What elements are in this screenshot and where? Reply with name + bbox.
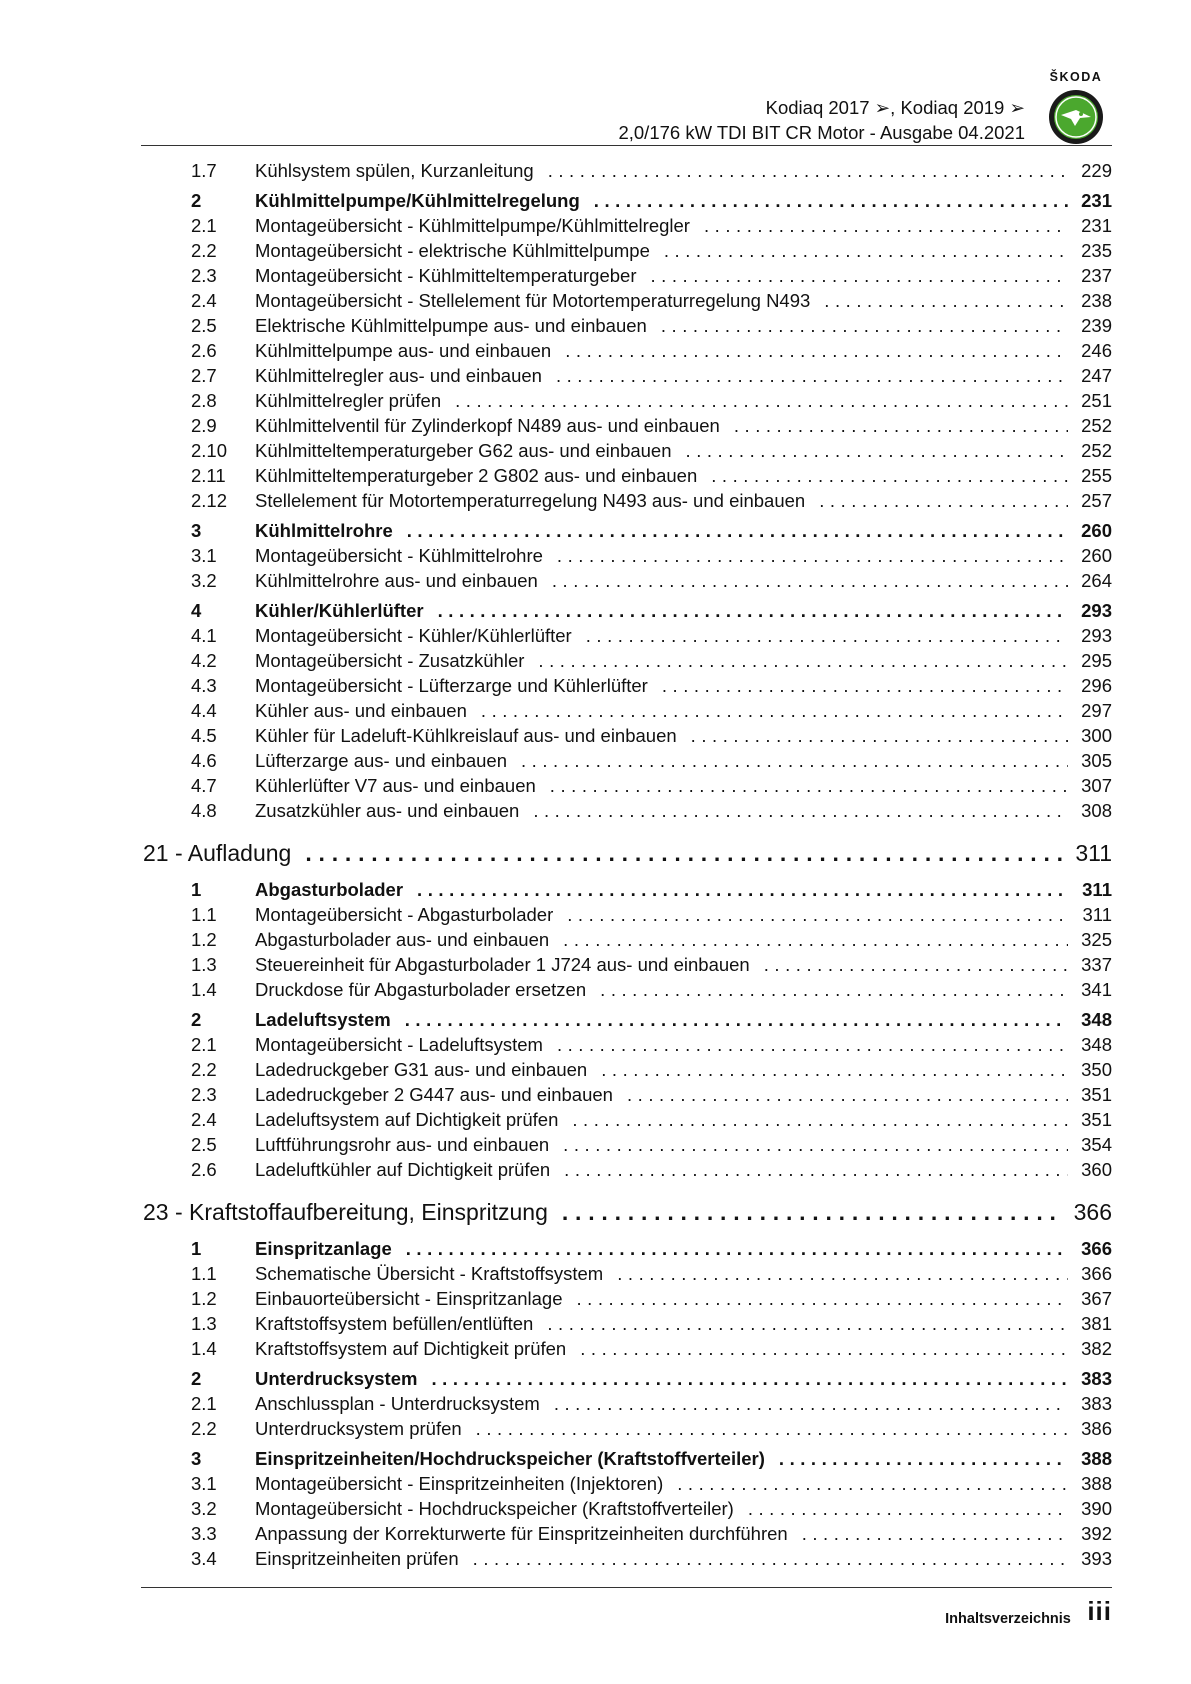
toc-dot-leader: [779, 1448, 1068, 1470]
toc-page-number[interactable]: 296: [1081, 675, 1112, 696]
toc-page-number[interactable]: 252: [1081, 440, 1112, 461]
toc-entry-number: 2.4: [191, 1109, 217, 1130]
toc-dot-leader: [563, 1134, 1068, 1156]
toc-entry-title[interactable]: Montageübersicht - Abgasturbolader: [255, 904, 554, 925]
toc-entry-number: 1: [191, 1238, 202, 1259]
toc-dot-leader: [567, 904, 1068, 926]
toc-entry-number: 2.10: [191, 440, 228, 461]
toc-entry-number: 1: [191, 879, 202, 900]
header-rule: [141, 145, 1112, 146]
toc-page-number[interactable]: 300: [1081, 725, 1112, 746]
toc-page-number[interactable]: 383: [1081, 1368, 1112, 1389]
toc-entry-title[interactable]: Ladedruckgeber 2 G447 aus- und einbauen: [255, 1084, 613, 1105]
toc-entry-title[interactable]: Unterdrucksystem prüfen: [255, 1418, 462, 1439]
toc-page-number[interactable]: 231: [1081, 190, 1112, 211]
toc-dot-leader: [734, 415, 1068, 437]
toc-entry-row[interactable]: [141, 1288, 1112, 1313]
toc-page-number[interactable]: 239: [1081, 315, 1112, 336]
toc-entry-number: 3.4: [191, 1548, 217, 1569]
page-header: [0, 0, 1191, 146]
toc-entry-row[interactable]: [141, 440, 1112, 465]
toc-page-number[interactable]: 350: [1081, 1059, 1112, 1080]
toc-page-number[interactable]: 229: [1081, 160, 1112, 181]
toc-entry-number: 2.1: [191, 1393, 217, 1414]
toc-entry-number: 3.3: [191, 1523, 217, 1544]
toc-entry-number: 3: [191, 520, 202, 541]
toc-dot-leader: [565, 340, 1068, 362]
toc-page-number[interactable]: 293: [1081, 625, 1112, 646]
toc-entry-number: 2.9: [191, 415, 217, 436]
toc-entry-number: 4: [191, 600, 202, 621]
toc-entry-row[interactable]: [141, 675, 1112, 700]
toc-page-number[interactable]: 260: [1081, 545, 1112, 566]
toc-entry-number: 3.2: [191, 1498, 217, 1519]
header-model-line: Kodiaq 2017 ➢, Kodiaq 2019 ➢: [765, 97, 1025, 118]
toc-entry-row[interactable]: [141, 215, 1112, 240]
toc-entry-title[interactable]: Elektrische Kühlmittelpumpe aus- und einbauen: [255, 315, 647, 336]
toc-entry-row[interactable]: [141, 904, 1112, 929]
toc-dot-leader: [627, 1084, 1068, 1106]
toc-entry-row[interactable]: [141, 1498, 1112, 1523]
toc-entry-number: 3.1: [191, 545, 217, 566]
toc-entry-row[interactable]: [141, 545, 1112, 570]
toc-dot-leader: [819, 490, 1068, 512]
toc-page-number[interactable]: 325: [1081, 929, 1112, 950]
toc-entry-title[interactable]: Montageübersicht - Stellelement für Motortemperaturregelung N493: [255, 290, 811, 311]
brand-logo: [1040, 70, 1112, 146]
toc-entry-row[interactable]: [141, 365, 1112, 390]
toc-dot-leader: [677, 1473, 1068, 1495]
toc-dot-leader: [711, 465, 1068, 487]
toc-page-number[interactable]: 264: [1081, 570, 1112, 591]
toc-entry-number: 1.7: [191, 160, 217, 181]
toc-entry-title[interactable]: Anpassung der Korrekturwerte für Einspritzeinheiten durchführen: [255, 1523, 788, 1544]
toc-page-number[interactable]: 238: [1081, 290, 1112, 311]
toc-entry-number: 2.5: [191, 1134, 217, 1155]
brand-wordmark: ŠKODA: [1049, 70, 1103, 84]
toc-entry-title[interactable]: Einbauorteübersicht - Einspritzanlage: [255, 1288, 563, 1309]
toc-entry-number: 2.1: [191, 215, 217, 236]
toc-page-number[interactable]: 393: [1081, 1548, 1112, 1569]
toc-entry-row[interactable]: [141, 1134, 1112, 1159]
toc-page-number[interactable]: 246: [1081, 340, 1112, 361]
toc-chapter-row[interactable]: [141, 1199, 1112, 1233]
toc-entry-title[interactable]: Kühlmittelpumpe/Kühlmittelregelung: [255, 190, 580, 211]
toc-dot-leader: [556, 365, 1068, 387]
toc-dot-leader: [824, 290, 1068, 312]
toc-entry-number: 4.1: [191, 625, 217, 646]
toc-dot-leader: [664, 240, 1068, 262]
toc-entry-number: 2.2: [191, 1059, 217, 1080]
toc-entry-title[interactable]: Kühlsystem spülen, Kurzanleitung: [255, 160, 534, 181]
toc-page-number[interactable]: 351: [1081, 1109, 1112, 1130]
toc-dot-leader: [547, 1313, 1068, 1335]
toc-dot-leader: [564, 1159, 1068, 1181]
toc-entry-row[interactable]: [141, 625, 1112, 650]
toc-entry-title[interactable]: Montageübersicht - Lüfterzarge und Kühlerlüfter: [255, 675, 648, 696]
toc-dot-leader: [550, 775, 1068, 797]
toc-entry-title[interactable]: 23 - Kraftstoffaufbereitung, Einspritzung: [143, 1199, 548, 1225]
toc-entry-row[interactable]: [141, 340, 1112, 365]
toc-entry-number: 2.6: [191, 340, 217, 361]
toc-entry-row[interactable]: [141, 1084, 1112, 1109]
toc-entry-title[interactable]: Kühler/Kühlerlüfter: [255, 600, 424, 621]
toc-page-number[interactable]: 392: [1081, 1523, 1112, 1544]
toc-dot-leader: [521, 750, 1068, 772]
toc-page-number[interactable]: 348: [1081, 1034, 1112, 1055]
toc-chapter-row[interactable]: [141, 840, 1112, 874]
toc-section-row[interactable]: [141, 1238, 1112, 1263]
toc-page-number[interactable]: 257: [1081, 490, 1112, 511]
toc-entry-row[interactable]: [141, 1313, 1112, 1338]
toc-entry-number: 2.5: [191, 315, 217, 336]
toc-entry-title[interactable]: Abgasturbolader aus- und einbauen: [255, 929, 550, 950]
toc-entry-number: 1.4: [191, 1338, 217, 1359]
toc-entry-number: 2.2: [191, 1418, 217, 1439]
toc-entry-row[interactable]: [141, 465, 1112, 490]
toc-entry-title[interactable]: Kraftstoffsystem befüllen/entlüften: [255, 1313, 534, 1334]
toc-entry-title[interactable]: Montageübersicht - Kühlmittelrohre: [255, 545, 543, 566]
toc-entry-number: 2: [191, 1368, 202, 1389]
toc-entry-row[interactable]: [141, 1548, 1112, 1573]
toc-entry-title[interactable]: Kühler für Ladeluft-Kühlkreislauf aus- und einbauen: [255, 725, 677, 746]
toc-entry-row[interactable]: [141, 240, 1112, 265]
toc-dot-leader: [617, 1263, 1068, 1285]
toc-dot-leader: [594, 190, 1068, 212]
footer-rule: [141, 1587, 1112, 1588]
toc-entry-row[interactable]: [141, 954, 1112, 979]
toc-page-number[interactable]: 307: [1081, 775, 1112, 796]
toc-entry-number: 1.2: [191, 929, 217, 950]
toc-page-number[interactable]: 360: [1081, 1159, 1112, 1180]
toc-entry-title[interactable]: Schematische Übersicht - Kraftstoffsystem: [255, 1263, 604, 1284]
toc-dot-leader: [552, 570, 1068, 592]
toc-entry-number: 4.5: [191, 725, 217, 746]
toc-dot-leader: [557, 545, 1068, 567]
toc-section-row[interactable]: [141, 879, 1112, 904]
toc-dot-leader: [576, 1288, 1068, 1310]
toc-entry-title[interactable]: Montageübersicht - Kühler/Kühlerlüfter: [255, 625, 572, 646]
toc-page-number[interactable]: 311: [1082, 879, 1112, 900]
toc-entry-title[interactable]: Kühlmittelrohre aus- und einbauen: [255, 570, 538, 591]
toc-entry-title[interactable]: Kraftstoffsystem auf Dichtigkeit prüfen: [255, 1338, 567, 1359]
toc-page-number[interactable]: 382: [1081, 1338, 1112, 1359]
toc-dot-leader: [601, 1059, 1068, 1081]
toc-entry-row[interactable]: [141, 725, 1112, 750]
toc-dot-leader: [563, 929, 1068, 951]
toc-section-row[interactable]: [141, 1368, 1112, 1393]
toc-entry-title[interactable]: Einspritzanlage: [255, 1238, 392, 1259]
toc-section-row[interactable]: [141, 1448, 1112, 1473]
toc-entry-title[interactable]: Ladedruckgeber G31 aus- und einbauen: [255, 1059, 588, 1080]
toc-entry-number: 2.8: [191, 390, 217, 411]
toc-section-row[interactable]: [141, 1009, 1112, 1034]
toc-entry-row[interactable]: [141, 979, 1112, 1004]
toc-page-number[interactable]: 297: [1081, 700, 1112, 721]
toc-entry-title[interactable]: Kühlmittelrohre: [255, 520, 393, 541]
toc-entry-row[interactable]: [141, 650, 1112, 675]
toc-dot-leader: [455, 390, 1068, 412]
toc-entry-number: 2: [191, 1009, 202, 1030]
toc-entry-row[interactable]: [141, 1059, 1112, 1084]
header-engine-line: 2,0/176 kW TDI BIT CR Motor - Ausgabe 04.2021: [618, 122, 1025, 143]
toc-dot-leader: [748, 1498, 1068, 1520]
toc-entry-row[interactable]: [141, 1473, 1112, 1498]
toc-dot-leader: [764, 954, 1068, 976]
toc-dot-leader: [691, 725, 1068, 747]
toc-dot-leader: [557, 1034, 1068, 1056]
toc-entry-number: 2: [191, 190, 202, 211]
toc-entry-title[interactable]: Kühlmittelpumpe aus- und einbauen: [255, 340, 552, 361]
toc-entry-number: 2.3: [191, 1084, 217, 1105]
toc-entry-row[interactable]: [141, 700, 1112, 725]
toc-page-number[interactable]: 348: [1081, 1009, 1112, 1030]
toc-entry-title[interactable]: Ladeluftsystem auf Dichtigkeit prüfen: [255, 1109, 559, 1130]
toc-page-number[interactable]: 260: [1081, 520, 1112, 541]
toc-entry-title[interactable]: Zusatzkühler aus- und einbauen: [255, 800, 520, 821]
toc-dot-leader: [431, 1368, 1068, 1390]
toc-dot-leader: [686, 440, 1068, 462]
toc-section-row[interactable]: [141, 190, 1112, 215]
toc-dot-leader: [661, 315, 1068, 337]
toc-dot-leader: [305, 840, 1065, 867]
footer-section-label: Inhaltsverzeichnis: [945, 1611, 1071, 1627]
toc-page-number[interactable]: 383: [1081, 1393, 1112, 1414]
toc-entry-title[interactable]: Kühlmittelregler aus- und einbauen: [255, 365, 542, 386]
toc-dot-leader: [406, 1238, 1068, 1260]
toc-entry-row[interactable]: [141, 1338, 1112, 1363]
toc-section-row[interactable]: [141, 600, 1112, 625]
toc-dot-leader: [704, 215, 1068, 237]
toc-entry-number: 4.4: [191, 700, 217, 721]
toc-entry-row[interactable]: [141, 929, 1112, 954]
toc-page-number[interactable]: 251: [1081, 390, 1112, 411]
toc-entry-title[interactable]: 21 - Aufladung: [143, 840, 292, 866]
toc-page-number[interactable]: 295: [1081, 650, 1112, 671]
toc-entry-number: 1.2: [191, 1288, 217, 1309]
toc-dot-leader: [548, 160, 1068, 182]
toc-page-number[interactable]: 366: [1081, 1263, 1112, 1284]
toc-section-row[interactable]: [141, 520, 1112, 545]
toc-entry-row[interactable]: [141, 415, 1112, 440]
toc-entry-number: 2.2: [191, 240, 217, 261]
toc-page-number[interactable]: 308: [1081, 800, 1112, 821]
footer-page-number: iii: [1087, 1596, 1112, 1626]
toc-entry-number: 2.4: [191, 290, 217, 311]
toc-entry-number: 1.1: [191, 1263, 217, 1284]
toc-entry-row[interactable]: [141, 1109, 1112, 1134]
toc-entry-title[interactable]: Stellelement für Motortemperaturregelung N493 aus- und einbauen: [255, 490, 806, 511]
toc-entry-title[interactable]: Kühlmitteltemperaturgeber 2 G802 aus- und einbauen: [255, 465, 698, 486]
toc-page-number[interactable]: 311: [1082, 904, 1112, 925]
toc-page-number[interactable]: 341: [1081, 979, 1112, 1000]
toc-dot-leader: [802, 1523, 1068, 1545]
toc-dot-leader: [651, 265, 1069, 287]
toc-page-number[interactable]: 354: [1081, 1134, 1112, 1155]
toc-entry-number: 4.8: [191, 800, 217, 821]
toc-entry-row[interactable]: [141, 1263, 1112, 1288]
toc-entry-title[interactable]: Montageübersicht - Ladeluftsystem: [255, 1034, 543, 1055]
toc-entry-number: 4.2: [191, 650, 217, 671]
toc-dot-leader: [538, 650, 1068, 672]
toc-entry-row[interactable]: [141, 775, 1112, 800]
toc-entry-number: 3.1: [191, 1473, 217, 1494]
toc-page-number[interactable]: 311: [1075, 840, 1112, 866]
toc-entry-number: 4.6: [191, 750, 217, 771]
toc-dot-leader: [662, 675, 1068, 697]
toc-entry-title[interactable]: Abgasturbolader: [255, 879, 404, 900]
page-footer: [900, 1596, 1112, 1627]
toc-entry-number: 3: [191, 1448, 202, 1469]
toc-entry-row[interactable]: [141, 490, 1112, 515]
toc-entry-row[interactable]: [141, 315, 1112, 340]
toc-entry-title[interactable]: Montageübersicht - Einspritzeinheiten (Injektoren): [255, 1473, 664, 1494]
toc-entry-title[interactable]: Kühler aus- und einbauen: [255, 700, 467, 721]
table-of-contents: [141, 160, 1112, 1573]
toc-entry-title[interactable]: Montageübersicht - elektrische Kühlmittelpumpe: [255, 240, 650, 261]
header-lines: [618, 95, 1025, 145]
toc-entry-title[interactable]: Einspritzeinheiten/Hochdruckspeicher (Kraftstoffverteiler): [255, 1448, 765, 1469]
toc-entry-row[interactable]: [141, 1418, 1112, 1443]
toc-entry-title[interactable]: Ladeluftkühler auf Dichtigkeit prüfen: [255, 1159, 551, 1180]
toc-dot-leader: [562, 1199, 1064, 1226]
toc-dot-leader: [481, 700, 1068, 722]
toc-entry-title[interactable]: Montageübersicht - Kühlmittelpumpe/Kühlmittelregler: [255, 215, 690, 236]
toc-entry-number: 1.4: [191, 979, 217, 1000]
toc-page-number[interactable]: 247: [1081, 365, 1112, 386]
toc-page-number[interactable]: 305: [1081, 750, 1112, 771]
toc-entry-title[interactable]: Montageübersicht - Hochdruckspeicher (Kraftstoffverteiler): [255, 1498, 734, 1519]
toc-page-number[interactable]: 366: [1081, 1238, 1112, 1259]
toc-entry-number: 2.3: [191, 265, 217, 286]
toc-entry-title[interactable]: Luftführungsrohr aus- und einbauen: [255, 1134, 550, 1155]
toc-entry-title[interactable]: Montageübersicht - Zusatzkühler: [255, 650, 525, 671]
toc-entry-number: 2.12: [191, 490, 228, 511]
toc-page-number[interactable]: 367: [1081, 1288, 1112, 1309]
toc-page-number[interactable]: 337: [1081, 954, 1112, 975]
toc-entry-row[interactable]: [141, 160, 1112, 185]
toc-entry-number: 4.7: [191, 775, 217, 796]
toc-entry-title[interactable]: Montageübersicht - Kühlmitteltemperaturgeber: [255, 265, 637, 286]
toc-entry-number: 2.11: [191, 465, 226, 486]
toc-entry-title[interactable]: Druckdose für Abgasturbolader ersetzen: [255, 979, 587, 1000]
toc-page-number[interactable]: 386: [1081, 1418, 1112, 1439]
toc-page-number[interactable]: 252: [1081, 415, 1112, 436]
toc-entry-title[interactable]: Kühlmittelregler prüfen: [255, 390, 442, 411]
toc-entry-title[interactable]: Lüfterzarge aus- und einbauen: [255, 750, 507, 771]
toc-entry-row[interactable]: [141, 390, 1112, 415]
toc-page-number[interactable]: 255: [1081, 465, 1112, 486]
toc-page-number[interactable]: 390: [1081, 1498, 1112, 1519]
toc-dot-leader: [600, 979, 1068, 1001]
toc-page-number[interactable]: 237: [1081, 265, 1112, 286]
toc-entry-row[interactable]: [141, 290, 1112, 315]
toc-dot-leader: [533, 800, 1068, 822]
toc-page-number[interactable]: 388: [1081, 1448, 1112, 1469]
toc-entry-number: 1.1: [191, 904, 217, 925]
toc-page-number[interactable]: 351: [1081, 1084, 1112, 1105]
toc-entry-title[interactable]: Kühlmitteltemperaturgeber G62 aus- und einbauen: [255, 440, 672, 461]
toc-entry-title[interactable]: Kühlerlüfter V7 aus- und einbauen: [255, 775, 536, 796]
toc-entry-row[interactable]: [141, 1523, 1112, 1548]
toc-dot-leader: [586, 625, 1068, 647]
skoda-emblem-icon: [1047, 88, 1105, 146]
toc-entry-row[interactable]: [141, 1393, 1112, 1418]
toc-dot-leader: [473, 1548, 1068, 1570]
toc-entry-number: 4.3: [191, 675, 217, 696]
toc-page-number[interactable]: 231: [1081, 215, 1112, 236]
toc-dot-leader: [554, 1393, 1068, 1415]
toc-page-number[interactable]: 366: [1073, 1199, 1112, 1225]
toc-dot-leader: [572, 1109, 1068, 1131]
toc-dot-leader: [405, 1009, 1068, 1031]
toc-entry-number: 2.1: [191, 1034, 217, 1055]
toc-entry-number: 2.7: [191, 365, 217, 386]
toc-entry-title[interactable]: Ladeluftsystem: [255, 1009, 391, 1030]
toc-entry-title[interactable]: Einspritzeinheiten prüfen: [255, 1548, 459, 1569]
toc-entry-title[interactable]: Kühlmittelventil für Zylinderkopf N489 aus- und einbauen: [255, 415, 720, 436]
toc-entry-number: 1.3: [191, 1313, 217, 1334]
toc-entry-number: 2.6: [191, 1159, 217, 1180]
toc-entry-row[interactable]: [141, 800, 1112, 825]
toc-page-number[interactable]: 235: [1081, 240, 1112, 261]
toc-entry-row[interactable]: [141, 1034, 1112, 1059]
toc-entry-title[interactable]: Steuereinheit für Abgasturbolader 1 J724 aus- und einbauen: [255, 954, 750, 975]
toc-entry-title[interactable]: Unterdrucksystem: [255, 1368, 418, 1389]
toc-dot-leader: [407, 520, 1068, 542]
toc-entry-row[interactable]: [141, 265, 1112, 290]
toc-dot-leader: [417, 879, 1068, 901]
toc-dot-leader: [476, 1418, 1068, 1440]
toc-entry-row[interactable]: [141, 1159, 1112, 1184]
toc-entry-title[interactable]: Anschlussplan - Unterdrucksystem: [255, 1393, 540, 1414]
toc-entry-row[interactable]: [141, 750, 1112, 775]
toc-entry-row[interactable]: [141, 570, 1112, 595]
toc-page-number[interactable]: 388: [1081, 1473, 1112, 1494]
toc-page-number[interactable]: 381: [1081, 1313, 1112, 1334]
toc-entry-number: 1.3: [191, 954, 217, 975]
toc-dot-leader: [580, 1338, 1068, 1360]
toc-entry-number: 3.2: [191, 570, 217, 591]
toc-page-number[interactable]: 293: [1081, 600, 1112, 621]
toc-dot-leader: [438, 600, 1068, 622]
